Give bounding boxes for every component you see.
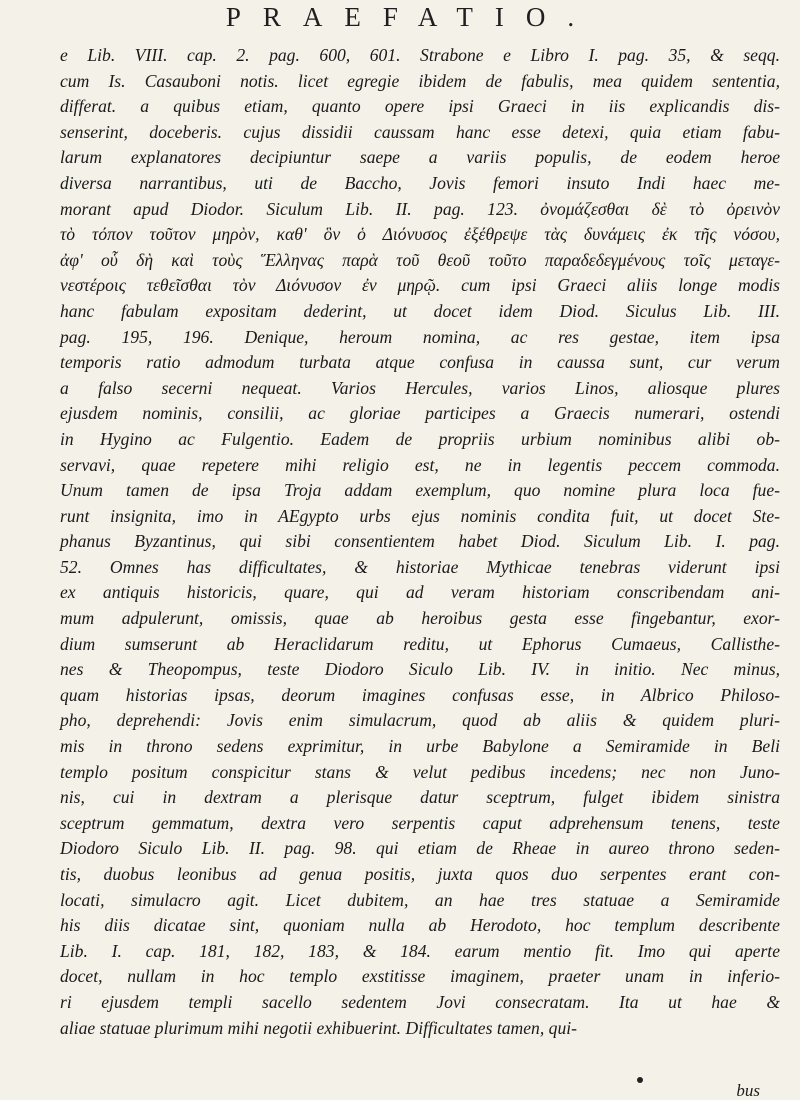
text-line: Unum tamen de ipsa Troja addam exemplum, quo nomine plura loca fue- [60,480,780,501]
text-line: mis in throno sedens exprimitur, in urbe Babylone a Semiramide in Beli [60,736,780,757]
text-line: diversa narrantibus, uti de Baccho, Jovis femori insuto Indi haec me- [60,172,780,193]
greek-text-line: ἀφ' οὗ δὴ καὶ τοὺς Ἕλληνας παρὰ τοῦ θεοῦ τοῦτο παραδεδεγμένους τοῖς μεταγε- [60,249,780,270]
text-line: dium sumserunt ab Heraclidarum reditu, ut Ephorus Cumaeus, Callisthe- [60,633,780,654]
text-line: phanus Byzantinus, qui sibi consentientem habet Diod. Siculum Lib. I. pag. [60,531,780,552]
text-line: morant apud Diodor. Siculum Lib. II. pag. 123. ὀνομάζεσθαι δὲ τὸ ὀρεινὸν [60,198,780,219]
text-line: tis, duobus leonibus ad genua positis, juxta quos duo serpentes erant con- [60,864,780,884]
text-line: in Hygino ac Fulgentio. Eadem de propriis urbium nominibus alibi ob- [60,428,780,449]
text-line: differat. a quibus etiam, quanto opere ipsi Graeci in iis explicandis dis- [60,96,780,117]
text-line: locati, simulacro agit. Licet dubitem, an hae tres statuae a Semiramide [60,889,780,910]
text-line: his diis dicatae sint, quoniam nulla ab Herodoto, hoc templum describente [60,915,780,936]
text-line: Diodoro Siculo Lib. II. pag. 98. qui etiam de Rheae in aureo throno seden- [60,838,780,859]
catchword: bus [736,1081,760,1100]
text-line: e Lib. VIII. cap. 2. pag. 600, 601. Strabone e Libro I. pag. 35, & seqq. [60,45,780,65]
text-line: ri ejusdem templi sacello sedentem Jovi consecratam. Ita ut hae & [60,991,780,1012]
text-line: sceptrum gemmatum, dextra vero serpentis caput adprehensum tenens, teste [60,812,780,833]
body-text [60,43,780,1041]
text-line: temporis ratio admodum turbata atque confusa in caussa sunt, cur verum [60,352,780,373]
text-line: mum adpulerunt, omissis, quae ab heroibus gesta esse fingebantur, exor- [60,608,780,629]
text-line: Lib. I. cap. 181, 182, 183, & 184. earum mentio fit. Imo qui aperte [60,940,780,961]
text-line: quam historias ipsas, deorum imagines confusas esse, in Albrico Philoso- [60,684,780,705]
text-line: ejusdem nominis, consilii, ac gloriae participes a Graecis numerari, ostendi [60,403,780,424]
running-head: PRAEFATIO. [225,2,597,32]
text-line: cum Is. Casauboni notis. licet egregie ibidem de fabulis, mea quidem sententia, [60,70,780,91]
text-line: runt insignita, imo in AEgypto urbs ejus nominis condita fuit, ut docet Ste- [60,505,780,526]
text-line: νεστέροις τεθεῖσθαι τὸν Διόνυσον ἐν μηρῷ. cum ipsi Graeci aliis longe modis [60,275,780,296]
greek-text-line: τὸ τόπον τοῦτον μηρὸν, καθ' ὃν ὁ Διόνυσος ἐξέθρεψε τὰς δυνάμεις ἐκ τῆς νόσου, [60,224,780,245]
text-line: templo positum conspicitur stans & velut pedibus incedens; nec non Juno- [60,761,780,782]
text-line: nes & Theopompus, teste Diodoro Siculo Lib. IV. in initio. Nec minus, [60,659,780,680]
text-line: servavi, quae repetere mihi religio est, ne in legentis peccem commoda. [60,454,780,475]
text-line: ex antiquis historicis, quare, qui ad veram historiam conscribendam ani- [60,582,780,603]
text-line: docet, nullam in hoc templo exstitisse imaginem, praeter unam in inferio- [60,966,780,987]
text-line: aliae statuae plurimum mihi negotii exhibuerint. Difficultates tamen, qui- [60,1017,577,1038]
text-line: senserint, doceberis. cujus dissidii caussam hanc esse detexi, quia etiam fabu- [60,121,780,142]
text-line: 52. Omnes has difficultates, & historiae Mythicae tenebras viderunt ipsi [60,556,780,577]
text-line: larum explanatores decipiuntur saepe a variis populis, de eodem heroe [60,147,780,168]
text-line: nis, cui in dextram a plerisque datur sceptrum, fulget ibidem sinistra [60,787,780,808]
text-line: pag. 195, 196. Denique, heroum nomina, ac res gestae, item ipsa [60,326,780,347]
text-line: a falso secerni nequeat. Varios Hercules, varios Linos, aliosque plures [60,377,780,398]
text-line: hanc fabulam expositam dederint, ut docet idem Diod. Siculus Lib. III. [60,300,780,321]
text-line: pho, deprehendi: Jovis enim simulacrum, quod ab aliis & quidem pluri- [60,710,780,731]
ink-speck [637,1077,643,1083]
